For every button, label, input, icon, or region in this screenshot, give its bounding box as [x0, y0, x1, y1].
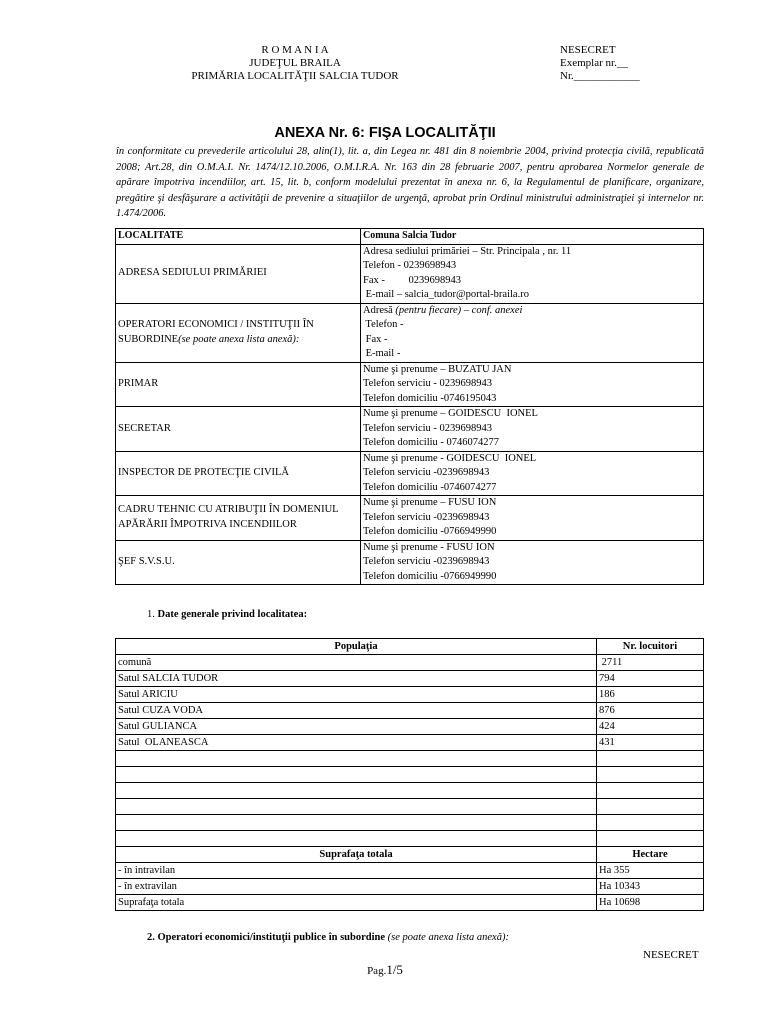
- value-line: Telefon domiciliu -0766949990: [363, 570, 497, 582]
- table-header-row: [116, 639, 704, 655]
- table-row: [116, 451, 704, 496]
- value-text: Adresă: [363, 304, 396, 316]
- row-label: SECRETAR: [116, 407, 361, 452]
- row-value: [361, 362, 704, 407]
- value-line: Fax - 0239698943: [363, 274, 461, 286]
- cell-empty: [116, 815, 597, 831]
- section-number: 1.: [147, 609, 155, 620]
- table-row: [116, 687, 704, 703]
- cell-empty: [116, 751, 597, 767]
- header-county: JUDEŢUL BRAILA: [249, 57, 341, 69]
- value-line: Telefon serviciu - 0239698943: [363, 422, 493, 434]
- section-2-heading: [147, 932, 509, 943]
- cell-empty: [597, 815, 704, 831]
- value-line: Telefon serviciu - 0239698943: [363, 378, 493, 389]
- table-header-row: [116, 847, 704, 863]
- population-table: [115, 638, 704, 911]
- section-title: Date generale privind localitatea:: [154, 609, 308, 620]
- value-line: [363, 304, 701, 319]
- row-value: [361, 244, 704, 303]
- table-header-row: [116, 229, 704, 245]
- header-townhall: PRIMĂRIA LOCALITĂŢII SALCIA TUDOR: [191, 70, 399, 82]
- row-label: PRIMAR: [116, 362, 361, 407]
- row-value: [361, 496, 704, 541]
- cell-value: Ha 355: [597, 863, 704, 879]
- section-note: (se poate anexa lista anexă):: [387, 932, 509, 943]
- page-title: ANEXA Nr. 6: FIŞA LOCALITĂŢII: [274, 125, 496, 141]
- cell-name: Satul CUZA VODA: [116, 703, 597, 719]
- table-row-empty: [116, 751, 704, 767]
- cell-value: Ha 10343: [597, 879, 704, 895]
- cell-empty: [597, 783, 704, 799]
- value-line: Nume şi prenume - GOIDESCU IONEL: [363, 452, 537, 464]
- cell-value: 424: [597, 719, 704, 735]
- table-row: [116, 879, 704, 895]
- cell-value: 2711: [597, 655, 704, 671]
- cell-empty: [116, 783, 597, 799]
- cell-name: Satul ARICIU: [116, 687, 597, 703]
- intro-paragraph: în conformitate cu prevederile articolului 28, alin(1), lit. a, din Legea nr. 481 din 8 noiembrie 2004, privind protecţia civilă, republicată 2008; Art.28, din O.M.A.I. Nr. 1474/12.10.2006, O.M.I.R.A. Nr. 163 din 28 februarie 2007, pentru aprobarea Normelor generale de apărare împotriva incendiilor, art. 15, lit. b, conform modelului prezentat în anexa nr. 6, la Regulamentul de planificare, organizare, pregătire şi desfăşurare a activităţii de prevenire a situaţiilor de urgenţă, aprobat prin Ordinul ministrului administraţiei şi internelor nr. 1.474/2006.: [116, 146, 704, 219]
- locality-value: Comuna Salcia Tudor: [361, 229, 704, 245]
- row-label-note: (se poate anexa lista anexă):: [178, 333, 300, 345]
- value-line: Fax -: [363, 333, 388, 345]
- section-1-heading: [147, 609, 307, 620]
- cell-name: Suprafaţa totala: [116, 895, 597, 911]
- page-prefix: Pag.: [367, 965, 387, 977]
- cell-empty: [597, 799, 704, 815]
- table-row-empty: [116, 783, 704, 799]
- hectares-header: Hectare: [597, 847, 704, 863]
- table-row: [116, 895, 704, 911]
- value-line: Telefon serviciu -0239698943: [363, 511, 490, 523]
- header-country: R O M A N I A: [261, 44, 329, 56]
- row-value: [361, 303, 704, 362]
- value-line: Nume şi prenume – FUSU ION: [363, 497, 497, 508]
- table-row: [116, 655, 704, 671]
- population-header: Populaţia: [116, 639, 597, 655]
- row-label-text: OPERATORI ECONOMICI / INSTITUŢII ÎN SUBORDINE: [118, 319, 314, 345]
- table-row: [116, 863, 704, 879]
- row-label: INSPECTOR DE PROTECŢIE CIVILĂ: [116, 451, 361, 496]
- table-row: [116, 735, 704, 751]
- value-line: Adresa sediului primăriei – Str. Principala , nr. 11: [363, 245, 572, 257]
- page-value: 1/5: [386, 962, 403, 977]
- table-row: [116, 671, 704, 687]
- header-registration-number: Nr.____________: [560, 70, 640, 82]
- cell-value: 876: [597, 703, 704, 719]
- header-right: [560, 44, 640, 83]
- value-line: Telefon -: [363, 319, 404, 330]
- table-row: [116, 540, 704, 585]
- cell-value: Ha 10698: [597, 895, 704, 911]
- cell-value: 431: [597, 735, 704, 751]
- value-line: Telefon domiciliu -0766949990: [363, 526, 497, 537]
- table-row-empty: [116, 767, 704, 783]
- footer-classification: NESECRET: [643, 949, 699, 961]
- cell-empty: [597, 751, 704, 767]
- row-label: CADRU TEHNIC CU ATRIBUŢII ÎN DOMENIUL APĂRĂRII ÎMPOTRIVA INCENDIILOR: [116, 496, 361, 541]
- page-number: [0, 962, 770, 978]
- value-note: (pentru fiecare) – conf. anexei: [395, 304, 523, 316]
- locality-info-table: [115, 228, 704, 585]
- cell-name: Satul SALCIA TUDOR: [116, 671, 597, 687]
- cell-name: Satul OLANEASCA: [116, 735, 597, 751]
- row-label: ADRESA SEDIULUI PRIMĂRIEI: [116, 244, 361, 303]
- cell-value: 794: [597, 671, 704, 687]
- locality-label: LOCALITATE: [116, 229, 361, 245]
- row-value: [361, 407, 704, 452]
- value-line: Telefon domiciliu -0746195043: [363, 392, 497, 404]
- cell-name: comună: [116, 655, 597, 671]
- section-title: 2. Operatori economici/instituţii publice în subordine: [147, 932, 388, 943]
- cell-name: - în intravilan: [116, 863, 597, 879]
- value-line: Nume şi prenume – GOIDESCU IONEL: [363, 408, 538, 419]
- cell-empty: [116, 767, 597, 783]
- value-line: Telefon serviciu -0239698943: [363, 467, 490, 478]
- table-row: [116, 496, 704, 541]
- table-row-empty: [116, 831, 704, 847]
- table-row: [116, 407, 704, 452]
- cell-name: Satul GULIANCA: [116, 719, 597, 735]
- table-row: [116, 362, 704, 407]
- row-value: [361, 540, 704, 585]
- value-line: Telefon domiciliu -0746074277: [363, 481, 497, 493]
- surface-header: Suprafaţa totala: [116, 847, 597, 863]
- cell-empty: [116, 831, 597, 847]
- row-value: [361, 451, 704, 496]
- table-row: [116, 703, 704, 719]
- row-label: [116, 303, 361, 362]
- table-row-empty: [116, 815, 704, 831]
- residents-header: Nr. locuitori: [597, 639, 704, 655]
- cell-empty: [597, 831, 704, 847]
- value-line: E-mail – salcia_tudor@portal-braila.ro: [363, 289, 529, 300]
- table-row-empty: [116, 799, 704, 815]
- value-line: Telefon serviciu -0239698943: [363, 556, 490, 567]
- cell-name: - în extravilan: [116, 879, 597, 895]
- value-line: E-mail -: [363, 348, 401, 359]
- row-label: ŞEF S.V.S.U.: [116, 540, 361, 585]
- table-row: [116, 719, 704, 735]
- cell-value: 186: [597, 687, 704, 703]
- header-classification: NESECRET: [560, 44, 616, 56]
- value-line: Telefon domiciliu - 0746074277: [363, 437, 500, 448]
- value-line: Nume şi prenume - FUSU ION: [363, 541, 495, 553]
- table-row: [116, 244, 704, 303]
- value-line: Telefon - 0239698943: [363, 260, 457, 271]
- cell-empty: [116, 799, 597, 815]
- value-line: Nume şi prenume – BUZATU JAN: [363, 363, 512, 375]
- header-copy-number: Exemplar nr.__: [560, 57, 628, 69]
- header-left: [160, 44, 430, 83]
- table-row: [116, 303, 704, 362]
- cell-empty: [597, 767, 704, 783]
